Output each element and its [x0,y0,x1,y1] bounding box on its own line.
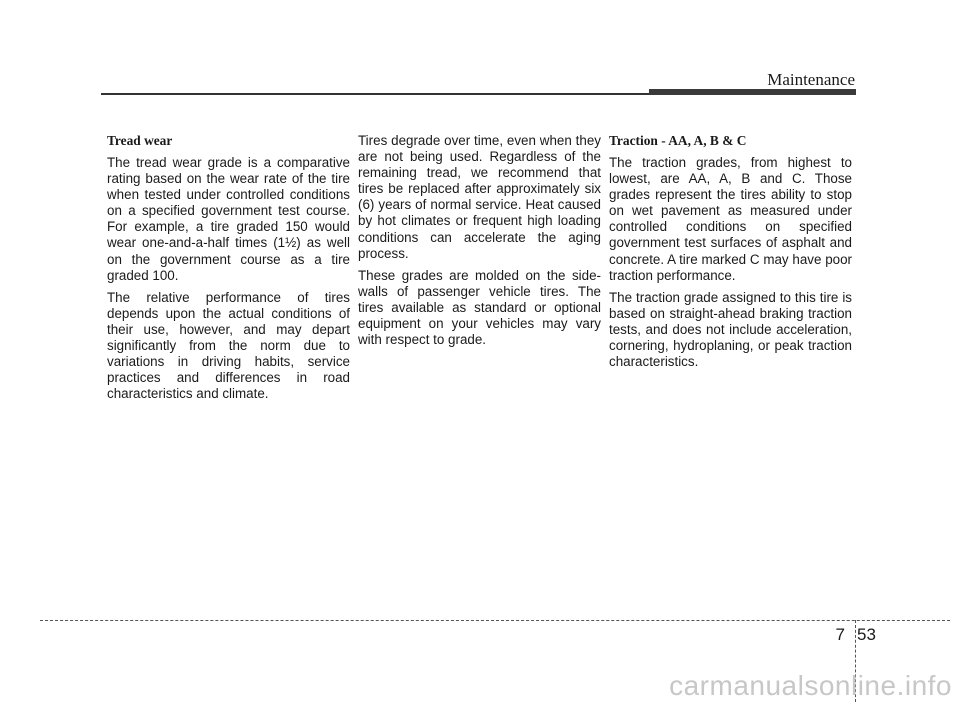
footer-rule [40,620,950,621]
chapter-number: 7 [835,625,845,644]
text-column-2 [358,133,601,354]
text-column-3 [609,133,852,376]
watermark: carmanualsonline.info [669,670,952,701]
heading-traction: Traction - AA, A, B & C [609,133,747,148]
header-rule [101,93,649,95]
section-title: Maintenance [767,70,855,89]
paragraph: The tread wear grade is a comparative rating based on the wear rate of the tire when tested under controlled conditions on a specified government test course. For example, a tire graded 150 would wear one-and-a-half times (1½) as well on the government course as a tire graded 100. [107,155,350,283]
header-bar [649,89,856,95]
text-column-1 [107,133,350,408]
paragraph: These grades are molded on the side-walls of passenger vehicle tires. The tires available as standard or optional equipment on your vehicles may vary with respect to grade. [358,267,601,348]
page-number-value: 53 [857,625,876,644]
paragraph: The relative performance of tires depends upon the actual conditions of their use, however, and may depart significantly from the norm due to variations in driving habits, service practices and differences in road characteristics and climate. [107,289,350,402]
paragraph: Tires degrade over time, even when they are not being used. Regardless of the remaining tread, we recommend that tires be replaced after approximately six (6) years of normal service. Heat caused by hot climates or frequent high loading conditions can accelerate the aging process. [358,133,601,261]
paragraph: The traction grades, from highest to lowest, are AA, A, B and C. Those grades represent the tires ability to stop on wet pavement as measured under controlled conditions on specified government test surfaces of asphalt and concrete. A tire marked C may have poor traction performance. [609,155,852,283]
page-number [815,625,876,645]
heading-tread-wear: Tread wear [107,133,173,148]
paragraph: The traction grade assigned to this tire is based on straight-ahead braking traction tests, and does not include acceleration, cornering, hydroplaning, or peak traction characteristics. [609,289,852,370]
